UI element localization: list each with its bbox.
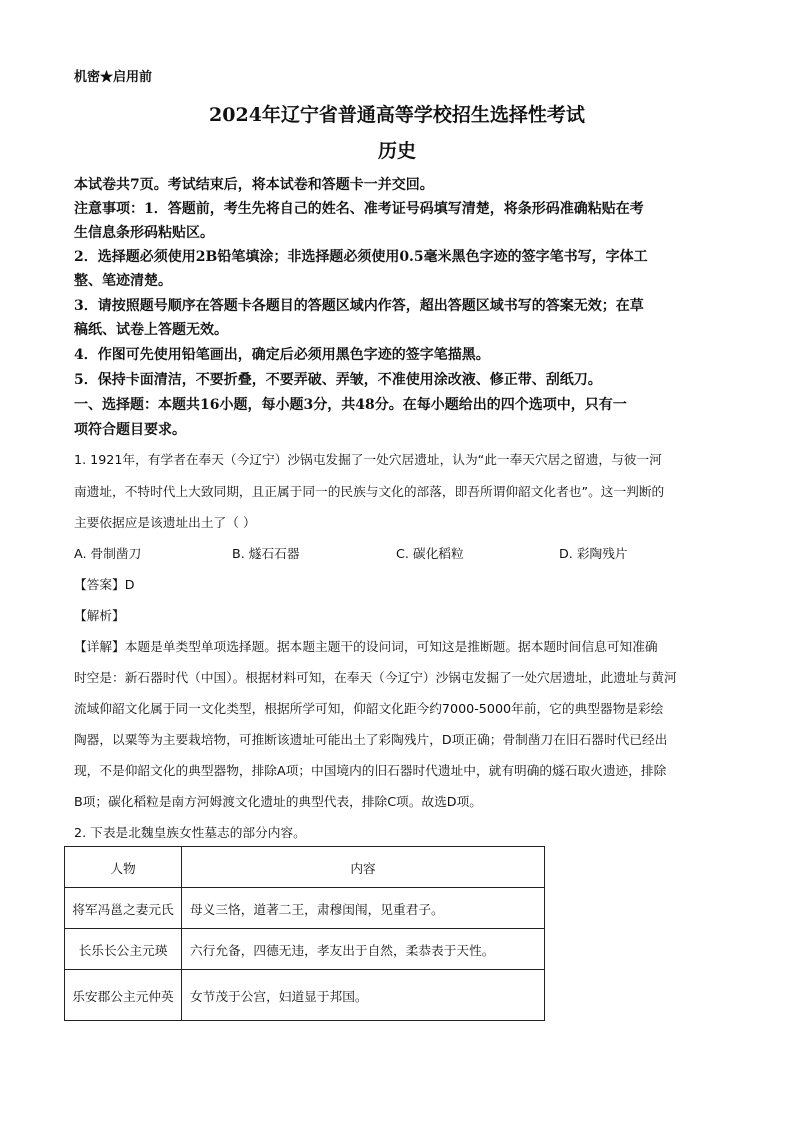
instruction-line: 5．保持卡面清洁，不要折叠，不要弄破、弄皱，不准使用涂改液、修正带、刮纸刀。 [74, 372, 602, 388]
table-header: 内容 [182, 847, 545, 888]
instruction-line: 3．请按照题号顺序在答题卡各题目的答题区域内作答，超出答题区域书写的答案无效；在草 [74, 298, 644, 314]
confidential-tag: 机密★启用前 [74, 70, 153, 85]
subject-title: 历史 [377, 140, 416, 162]
option-c: C. 碳化稻粒 [396, 546, 464, 561]
table-cell-content: 六行允备，四德无违，孝友出于自然，柔恭表于天性。 [182, 929, 545, 970]
section-heading: 项符合题目要求。 [74, 422, 186, 438]
option-a: A. 骨制凿刀 [74, 546, 142, 561]
analysis-line: B项；碳化稻粒是南方河姆渡文化遗址的典型代表，排除C项。故选D项。 [74, 794, 482, 809]
instruction-line: 注意事项：1．答题前，考生先将自己的姓名、准考证号码填写清楚，将条形码准确粘贴在考 [74, 201, 644, 217]
question-1-stem: 1. 1921年，有学者在奉天（今辽宁）沙锅屯发掘了一处穴居遗址，认为“此一奉天穴居之留遗，与彼一河 [74, 452, 662, 467]
table-header: 人物 [65, 847, 182, 888]
table-row [65, 888, 545, 929]
table-cell-content: 母义三恪，道著二王，肃穆闺闱，见重君子。 [182, 888, 545, 929]
table-cell-content: 女节茂于公宫，妇道显于邦国。 [182, 970, 545, 1021]
section-heading: 一、选择题：本题共16小题，每小题3分，共48分。在每小题给出的四个选项中，只有一 [74, 397, 627, 413]
analysis-line: 【详解】本题是单类型单项选择题。据本题主题干的设问词，可知这是推断题。据本题时间信息可知准确 [74, 639, 658, 654]
option-b: B. 燧石石器 [232, 546, 300, 561]
table-header-row [65, 847, 545, 888]
exam-title: 2024年辽宁省普通高等学校招生选择性考试 [209, 104, 585, 126]
table-row [65, 929, 545, 970]
analysis-line: 现，不是仰韶文化的典型器物，排除A项；中国境内的旧石器时代遗址中，就有明确的燧石取火遗迹，排除 [74, 763, 667, 778]
epitaph-table [64, 846, 545, 1021]
instruction-line: 2．选择题必须使用2B铅笔填涂；非选择题必须使用0.5毫米黑色字迹的签字笔书写，字体工 [74, 249, 648, 265]
table-row [65, 970, 545, 1021]
instruction-line: 稿纸、试卷上答题无效。 [74, 322, 228, 338]
answer-label: 【答案】D [74, 577, 135, 592]
option-d: D. 彩陶残片 [559, 546, 628, 561]
table-cell-person: 乐安郡公主元仲英 [65, 970, 182, 1021]
instruction-line: 4．作图可先使用铅笔画出，确定后必须用黑色字迹的签字笔描黑。 [74, 347, 490, 363]
instruction-line: 本试卷共7页。考试结束后，将本试卷和答题卡一并交回。 [74, 177, 434, 193]
question-1-stem: 主要依据应是该遗址出土了（ ） [74, 515, 256, 530]
instruction-line: 整、笔迹清楚。 [74, 273, 172, 289]
table-cell-person: 长乐长公主元瑛 [65, 929, 182, 970]
analysis-label: 【解析】 [74, 608, 125, 623]
table-cell-person: 将军冯邕之妻元氏 [65, 888, 182, 929]
question-2-stem: 2. 下表是北魏皇族女性墓志的部分内容。 [74, 825, 306, 840]
instruction-line: 生信息条形码粘贴区。 [74, 225, 214, 241]
analysis-line: 时空是：新石器时代（中国）。根据材料可知，在奉天（今辽宁）沙锅屯发掘了一处穴居遗址，此遗址与黄河 [74, 670, 677, 685]
analysis-line: 陶器，以粟等为主要栽培物，可推断该遗址可能出土了彩陶残片，D项正确；骨制凿刀在旧石器时代已经出 [74, 732, 668, 747]
analysis-line: 流域仰韶文化属于同一文化类型，根据所学可知，仰韶文化距今约7000-5000年前，它的典型器物是彩绘 [74, 701, 664, 716]
question-1-stem: 南遗址，不特时代上大致同期，且正属于同一的民族与文化的部落，即吾所谓仰韶文化者也”。这一判断的 [74, 484, 665, 499]
